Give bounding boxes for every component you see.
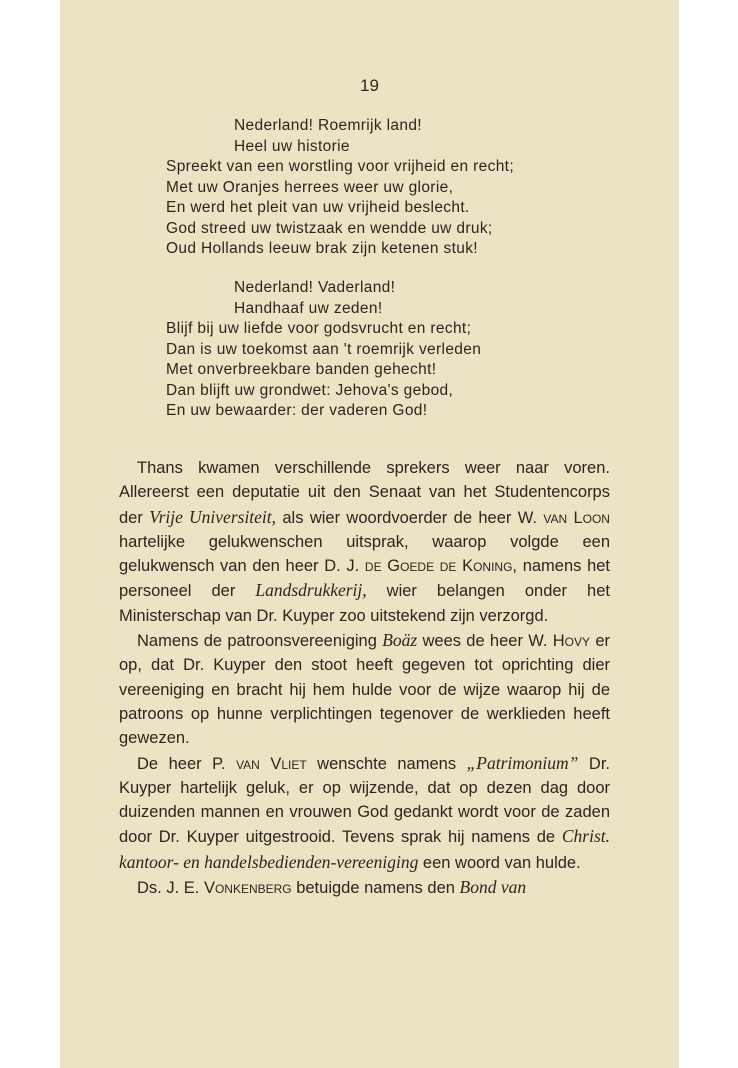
- poem-line: Met uw Oranjes herrees weer uw glorie,: [166, 178, 454, 196]
- person-name: van Loon: [543, 508, 610, 527]
- poem-line: Blijf bij uw liefde voor godsvrucht en recht;: [166, 320, 472, 337]
- italic-term: Boäz: [382, 630, 418, 651]
- italic-term: Christ. kantoor- en handelsbedienden-vereeniging: [119, 826, 610, 872]
- text-run: wenschte namens: [306, 754, 467, 773]
- paragraph-2: [119, 628, 610, 750]
- text-run: er op, dat Dr. Kuyper den stoot heeft gegeven tot oprichting dier vereeniging en bracht hij hem hulde voor de wijze waarop hij de patroons op hunne verplichtingen tegenover de werklieden heeft gewezen.: [119, 632, 610, 748]
- person-name: van Vliet: [236, 754, 307, 773]
- poem-line: Dan blijft uw grondwet: Jehova's gebod,: [166, 381, 454, 399]
- text-run: een woord van hulde.: [418, 853, 581, 872]
- text-run: Thans kwamen verschillende sprekers weer naar voren. Allereerst een deputatie uit den Senaat van het Studentencorps der: [119, 459, 610, 527]
- poem-line: Spreekt van een worstling voor vrijheid en recht;: [166, 158, 514, 175]
- italic-term: Bond van: [459, 877, 527, 898]
- italic-term: „Patrimonium”: [466, 752, 579, 773]
- poem-stanza-1: [166, 116, 514, 260]
- poem-line: En werd het pleit van uw vrijheid beslecht.: [166, 199, 470, 216]
- prose-body: [119, 456, 610, 900]
- poem-line: En uw bewaarder: der vaderen God!: [166, 402, 428, 419]
- text-run: wees de heer W.: [417, 632, 553, 651]
- text-run: namens het personeel der: [119, 557, 611, 601]
- text-run: hartelijke gelukwenschen uitsprak, waarop volgde een gelukwensch van den heer D. J.: [119, 532, 610, 576]
- page-number: 19: [360, 76, 379, 95]
- italic-term: Vrije Universiteit,: [149, 506, 277, 527]
- paragraph-4: [119, 875, 610, 900]
- text-run: Ds. J. E.: [137, 879, 204, 898]
- poem-line: Dan is uw toekomst aan 't roemrijk verleden: [166, 340, 482, 358]
- book-page: [60, 0, 679, 1068]
- poem-line: Nederland! Vaderland!: [234, 279, 396, 296]
- text-run: De heer P.: [137, 754, 237, 773]
- poem-line: Handhaaf uw zeden!: [234, 299, 383, 317]
- person-name: Vonkenberg: [203, 879, 292, 898]
- text-run: betuigde namens den: [291, 879, 460, 898]
- poem-stanza-2: [166, 278, 481, 422]
- text-run: Namens de patroonsvereeniging: [137, 632, 383, 651]
- person-name: Hovy: [552, 632, 591, 651]
- paragraph-3: [119, 751, 610, 875]
- poem-line: Oud Hollands leeuw brak zijn ketenen stuk!: [166, 240, 478, 257]
- italic-term: Landsdrukkerij,: [255, 580, 367, 601]
- text-run: Dr. Kuyper hartelijk geluk, er op wijzende, dat op dezen dag door duizenden mannen en vrouwen God gedankt wordt voor de zaden door Dr. Kuyper uitgestrooid. Tevens sprak hij namens de: [119, 754, 610, 847]
- poem-line: God streed uw twistzaak en wendde uw druk;: [166, 219, 493, 237]
- text-run: wier belangen onder het Ministerschap van Dr. Kuyper zoo uitstekend zijn verzorgd.: [119, 582, 610, 625]
- paragraph-1: [119, 456, 610, 628]
- poem-line: Heel uw historie: [234, 137, 350, 155]
- poem-line: Met onverbreekbare banden gehecht!: [166, 361, 437, 378]
- person-name: de Goede de Koning,: [364, 557, 518, 576]
- poem-line: Nederland! Roemrijk land!: [234, 117, 422, 134]
- text-run: als wier woordvoerder de heer W.: [276, 508, 544, 527]
